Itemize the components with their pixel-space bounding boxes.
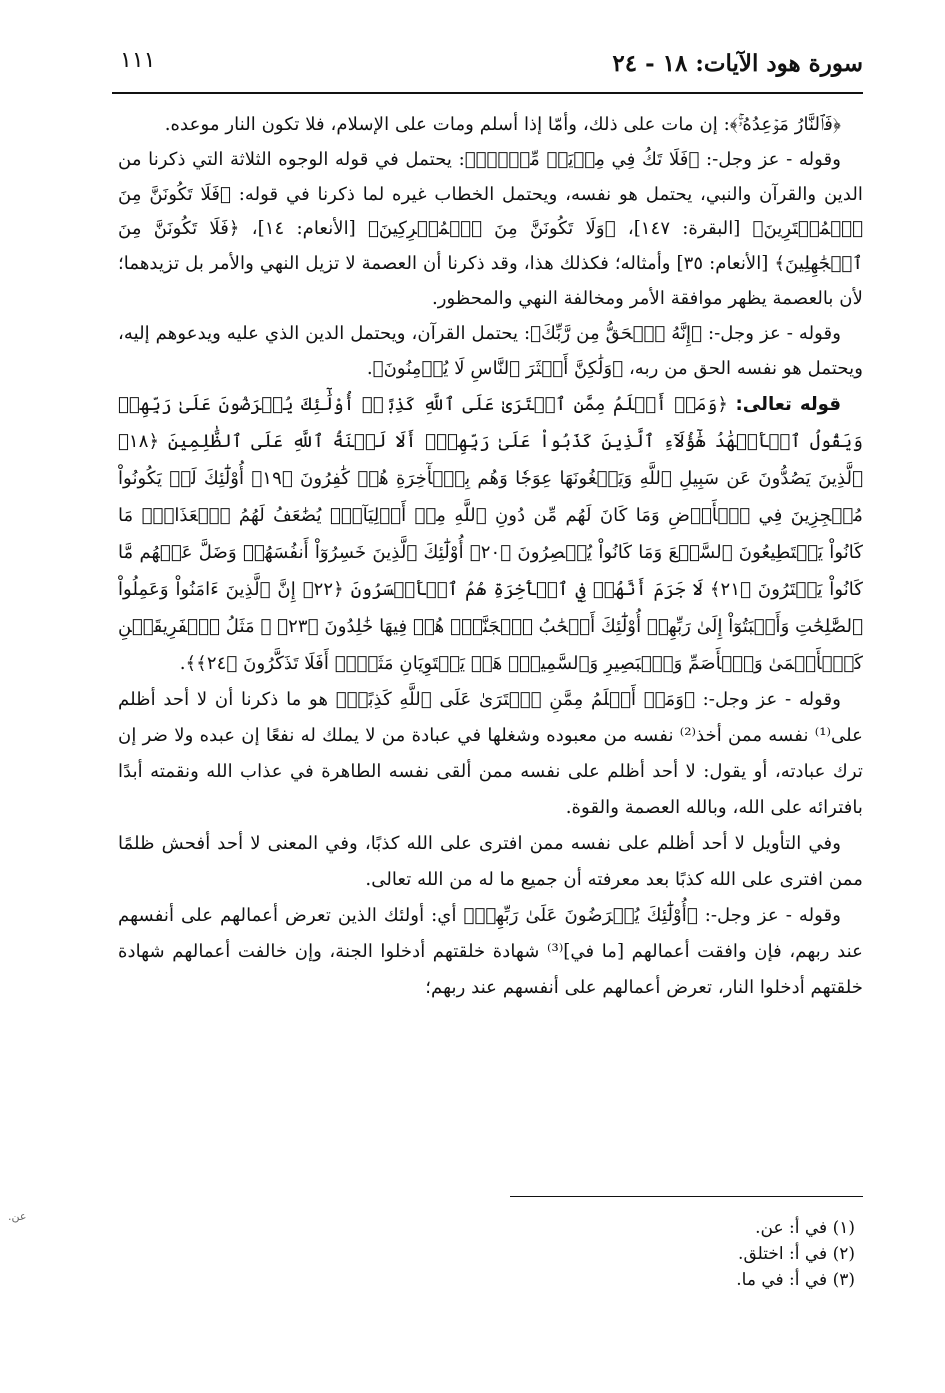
verse-block — [118, 386, 863, 682]
paragraph-6: وفي التأويل لا أحد أظلم على نفسه ممن افترى على الله كذبًا، وفي المعنى لا أحد أفحش ظلمًا ممن افترى على الله كذبًا بعد معرفته أن جميع ما له من الله تعالى. — [118, 833, 863, 891]
page-header — [112, 44, 863, 94]
page-number: ١١١ — [120, 48, 156, 73]
paragraph-3: وقوله - عز وجل-: ﴿إِنَّهُ ٱلۡحَقُّ مِن رَّبِّكَ﴾: يحتمل القرآن، ويحتمل الدين الذي عليه ويدعوهم إليه، ويحتمل هو نفسه الحق من ربه، ﴿وَلَٰكِنَّ أَكۡثَرَ ٱلنَّاسِ لَا يُؤۡمِنُونَ﴾. — [118, 322, 863, 379]
paragraph-2: وقوله - عز وجل-: ﴿فَلَا تَكُ فِي مِرۡيَةٖ مِّنۡهُۚ﴾: يحتمل في قوله الوجوه الثلاثة التي ذكرنا من الدين والقرآن والنبي، يحتمل هو نفسه، ويحتمل الخطاب غيره لما ذكرنا في قوله: ﴿فَلَا تَكُونَنَّ مِنَ ٱلۡمُمۡتَرِينَ﴾ [البقرة: ١٤٧]، ﴿وَلَا تَكُونَنَّ مِنَ ٱلۡمُشۡرِكِينَ﴾ [الأنعام: ١٤]، ﴿فَلَا تَكُونَنَّ مِنَ ٱلۡجَٰهِلِينَ﴾ [الأنعام: ٣٥] وأمثاله؛ فكذلك هذا، وقد ذكرنا أن العصمة لا تزيل النهي والأمر بل تزيدهما؛ لأن بالعصمة يظهر موافقة الأمر ومخالفة النهي والمحظور. — [118, 148, 863, 309]
running-title: سورة هود الآيات: ١٨ - ٢٤ — [612, 50, 863, 77]
footnote-rule — [510, 1196, 863, 1197]
paragraph-7: وقوله - عز وجل-: ﴿أُوْلَٰٓئِكَ يُعۡرَضُونَ عَلَىٰ رَبِّهِمۡ﴾ أي: أولئك الذين تعرض أعمالهم على أنفسهم عند ربهم، فإن وافقت أعمالهم [ما في]⁽³⁾ شهادة خلقتهم أدخلوا الجنة، وإن خالفت أعمالهم شهادة خلقتهم أدخلوا النار، تعرض أعمالهم على أنفسهم عند ربهم؛ — [118, 905, 863, 999]
verse-text: ﴿وَمَنۡ أَظۡلَمُ مِمَّنِ ٱفۡتَرَىٰ عَلَى ٱللَّهِ كَذِبًاۚ أُوْلَٰٓئِكَ يُعۡرَضُونَ عَلَىٰ رَبِّهِمۡ وَيَقُولُ ٱلۡأَشۡهَٰدُ هَٰٓؤُلَآءِ ٱلَّذِينَ كَذَبُواْ عَلَىٰ رَبِّهِمۡۚ أَلَا لَعۡنَةُ ٱللَّهِ عَلَى ٱلظَّٰلِمِينَ ﴿١٨﴾ ٱلَّذِينَ يَصُدُّونَ عَن سَبِيلِ ٱللَّهِ وَيَبۡغُونَهَا عِوَجٗا وَهُم بِٱلۡأٓخِرَةِ هُمۡ كَٰفِرُونَ ﴿١٩﴾ أُوْلَٰٓئِكَ لَمۡ يَكُونُواْ مُعۡجِزِينَ فِي ٱلۡأَرۡضِ وَمَا كَانَ لَهُم مِّن دُونِ ٱللَّهِ مِنۡ أَوۡلِيَآءَۘ يُضَٰعَفُ لَهُمُ ٱلۡعَذَابُۚ مَا كَانُواْ يَسۡتَطِيعُونَ ٱلسَّمۡعَ وَمَا كَانُواْ يُبۡصِرُونَ ﴿٢٠﴾ أُوْلَٰٓئِكَ ٱلَّذِينَ خَسِرُوٓاْ أَنفُسَهُمۡ وَضَلَّ عَنۡهُم مَّا كَانُواْ يَفۡتَرُونَ ﴿٢١﴾ لَا جَرَمَ أَنَّهُمۡ فِي ٱلۡأٓخِرَةِ هُمُ ٱلۡأَخۡسَرُونَ ﴿٢٢﴾ إِنَّ ٱلَّذِينَ ءَامَنُواْ وَعَمِلُواْ ٱلصَّٰلِحَٰتِ وَأَخۡبَتُوٓاْ إِلَىٰ رَبِّهِمۡ أُوْلَٰٓئِكَ أَصۡحَٰبُ ٱلۡجَنَّةِۖ هُمۡ فِيهَا خَٰلِدُونَ ﴿٢٣﴾ ۞ مَثَلُ ٱلۡفَرِيقَيۡنِ كَٱلۡأَعۡمَىٰ وَٱلۡأَصَمِّ وَٱلۡبَصِيرِ وَٱلسَّمِيعِۚ هَلۡ يَسۡتَوِيَانِ مَثَلًاۚ أَفَلَا تَذَكَّرُونَ ﴿٢٤﴾﴾. — [118, 394, 864, 675]
footnote-3: (٣) في أ: في ما. — [736, 1270, 855, 1290]
margin-note: عن. — [8, 1210, 27, 1223]
footnote-1: (١) في أ: عن. — [755, 1218, 855, 1238]
verse-lead: قوله تعالى: — [735, 394, 841, 416]
footnote-2: (٢) في أ: اختلق. — [738, 1244, 855, 1264]
paragraph-1: ﴿فَٱلنَّارُ مَوۡعِدُهُۥۚ﴾: إن مات على ذلك، وأمّا إذا أسلم ومات على الإسلام، فلا تكون النار موعده. — [164, 114, 841, 135]
footnotes — [736, 1215, 855, 1293]
paragraph-5: وقوله - عز وجل-: ﴿وَمَنۡ أَظۡلَمُ مِمَّنِ ٱفۡتَرَىٰ عَلَى ٱللَّهِ كَذِبًاۚ﴾ هو ما ذكرنا أن لا أحد أظلم على⁽¹⁾ نفسه ممن أخذ⁽²⁾ نفسه من معبوده وشغلها في عبادة من لا يملك له نفعًا إن عبده ولا ضر إن ترك عبادته، أو يقول: لا أحد أظلم على نفسه ممن ألقى نفسه الطاهرة في عذاب الله ونقمته أبدًا بافترائه على الله، وبالله العصمة والقوة. — [118, 689, 863, 819]
main-text — [118, 108, 863, 1006]
